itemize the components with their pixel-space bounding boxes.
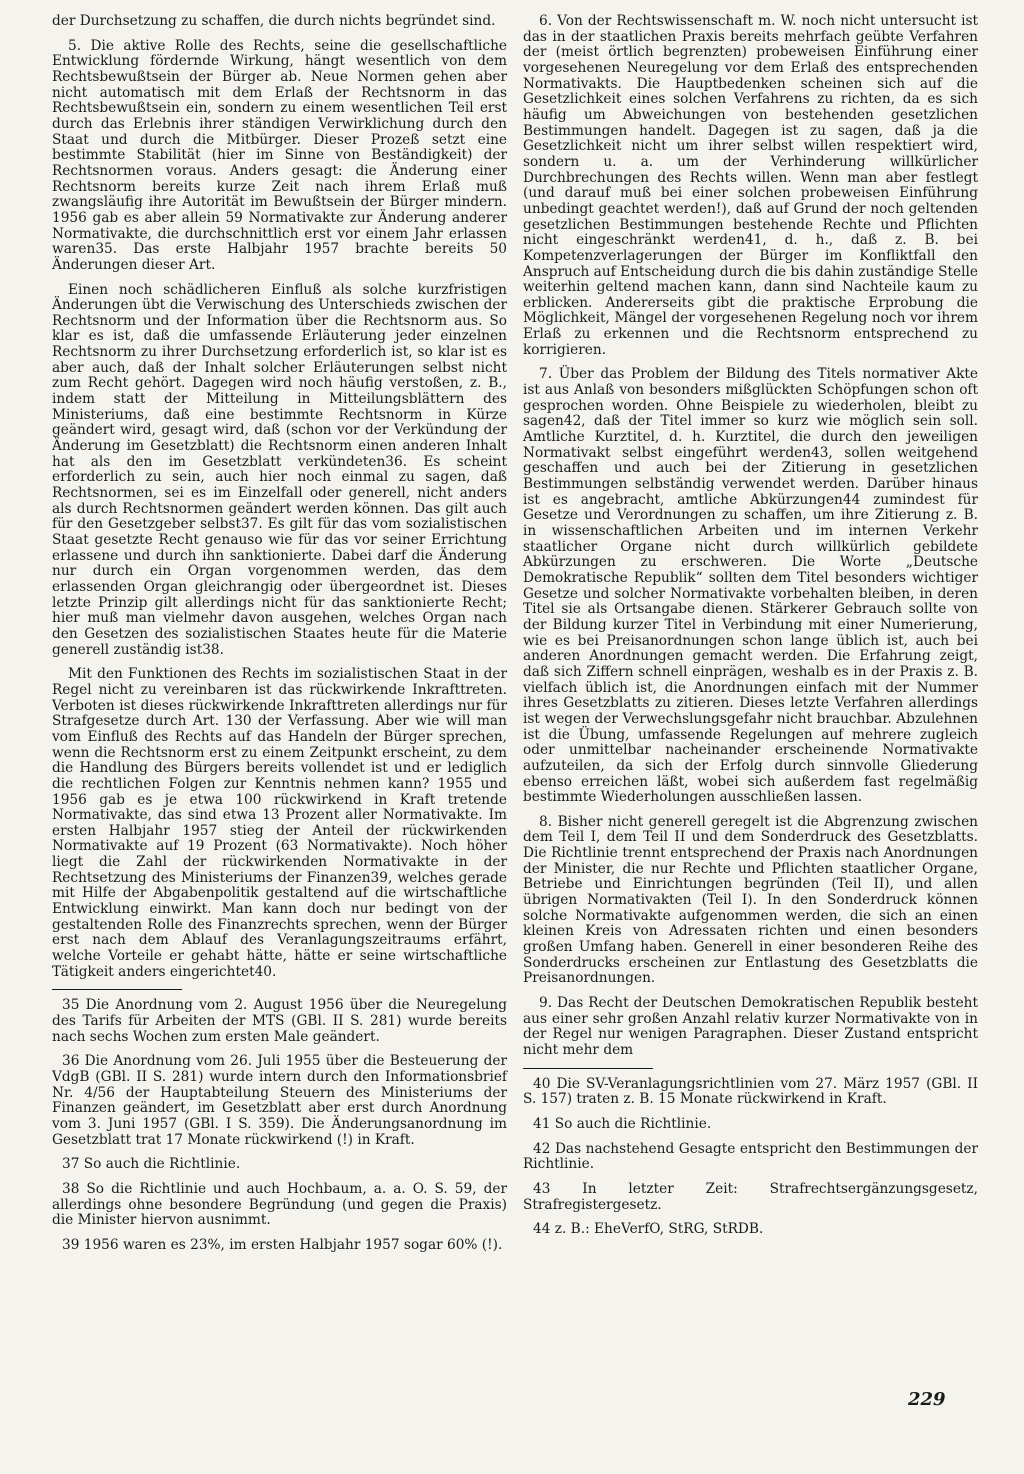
footnote-divider	[52, 989, 182, 990]
footnote-35: 35 Die Anordnung vom 2. August 1956 über die Neuregelung des Tarifs für Arbeiten der MTS (GBl. II S. 281) wurde bereits nach sechs Wochen zum ersten Male geändert.	[52, 997, 507, 1045]
paragraph-9: 9. Das Recht der Deutschen Demokratischen Republik besteht aus einer sehr großen Anzahl relativ kurzer Normativakte von in der Regel nur wenigen Paragraphen. Dieser Zustand entspricht nicht mehr dem	[523, 995, 978, 1058]
footnote-42: 42 Das nachstehend Gesagte entspricht den Bestimmungen der Richtlinie.	[523, 1140, 978, 1173]
right-column	[523, 14, 978, 1247]
footnote-44: 44 z. B.: EheVerfO, StRG, StRDB.	[533, 1221, 764, 1238]
paragraph-7: 7. Über das Problem der Bildung des Titels normativer Akte ist aus Anlaß von besonders mißglückten Schöpfungen schon oft gesprochen worden. Ohne Beispiele zu wiederholen, bleibt zu sagen42, daß der Titel immer so kurz wie möglich sein soll. Amtliche Kurztitel, d. h. Kurztitel, die durch den jeweiligen Normativakt selbst eingeführt werden43, sollen weitgehend geschaffen und auch bei der Zitierung in gesetzlichen Bestimmungen selbständig verwendet werden. Darüber hinaus ist es angebracht, amtliche Abkürzungen44 zumindest für Gesetze und Verordnungen zu schaffen, um ihre Zitierung z. B. in wissenschaftlichen Arbeiten und im internen Verkehr staatlicher Organe nicht durch willkürlich gebildete Abkürzungen zu erschweren. Die Worte „Deutsche Demokratische Republik“ sollten dem Titel besonders wichtiger Gesetze und solcher Normativakte vorbehalten bleiben, in deren Titel sie als Ortsangabe dienen. Stärkerer Gebrauch sollte von der Bildung kurzer Titel in Verbindung mit einer Numerierung, wie es bei Preisanordnungen schon lange üblich ist, auch bei anderen Anordnungen gemacht werden. Die Erfahrung zeigt, daß sich Ziffern schnell einprägen, weshalb es in der Praxis z. B. vielfach üblich ist, die Anordnungen einfach mit der Nummer ihres Gesetzblatts zu zitieren. Dieses letzte Verfahren allerdings ist wegen der Verwechslungsgefahr nicht brauchbar. Abzulehnen ist die Übung, umfassende Regelungen auf mehrere zugleich oder unmittelbar nacheinander erscheinende Normativakte aufzuteilen, da sich der Erfolg durch sinnvolle Gliederung ebenso erreichen läßt, wobei sich außerdem fast regelmäßig bestimmte Wiederholungen ausschließen lassen.	[523, 366, 978, 806]
footnote-divider	[523, 1068, 653, 1069]
left-column	[52, 14, 507, 1263]
footnote-36: 36 Die Anordnung vom 26. Juli 1955 über die Besteuerung der VdgB (GBl. II S. 281) wurde intern durch den Informationsbrief Nr. 4/56 der Hauptabteilung Steuern des Ministeriums der Finanzen geändert, im Gesetzblatt aber erst durch Anordnung vom 3. Juni 1957 (GBl. I S. 359). Die Änderungsanordnung im Gesetzblatt trat 17 Monate rückwirkend (!) in Kraft.	[52, 1053, 507, 1148]
paragraph-5: 5. Die aktive Rolle des Rechts, seine die gesellschaftliche Entwicklung fördernde Wirkung, hängt wesentlich von dem Rechtsbewußtsein der Bürger ab. Neue Normen gehen aber nicht automatisch mit dem Erlaß der Rechtsnorm in das Rechtsbewußtsein ein, sondern zu einem wesentlichen Teil erst durch das Erlebnis ihrer ständigen Verwirklichung durch den Staat und durch die Mitbürger. Dieser Prozeß setzt eine bestimmte Stabilität (hier im Sinne von Beständigkeit) der Rechtsnormen voraus. Anders gesagt: die Änderung einer Rechtsnorm bereits kurze Zeit nach ihrem Erlaß muß zwangsläufig ihre Autorität im Bewußtsein der Bürger mindern. 1956 gab es aber allein 59 Normativakte zur Änderung anderer Normativakte, die durchschnittlich erst vor einem Jahr erlassen waren35. Das erste Halbjahr 1957 brachte bereits 50 Änderungen dieser Art.	[52, 37, 507, 273]
page-number: 229	[908, 1389, 946, 1410]
paragraph-8: 8. Bisher nicht generell geregelt ist die Abgrenzung zwischen dem Teil I, dem Teil II und dem Sonderdruck des Gesetzblatts. Die Richtlinie trennt entsprechend der Praxis nach Anordnungen der Minister, die nur Rechte und Pflichten staatlicher Organe, Betriebe und Einrichtungen begründen (Teil II), und allen übrigen Normativakten (Teil I). In den Sonderdruck können solche Normativakte aufgenommen werden, die sich an einen kleinen Kreis von Adressaten richten und einen besonders großen Umfang haben. Generell in einer besonderen Reihe des Sonderdrucks erscheinen zur Entlastung des Gesetzblatts die Preisanordnungen.	[523, 813, 978, 987]
paragraph-continuation: der Durchsetzung zu schaffen, die durch nichts begründet sind.	[52, 13, 496, 29]
footnote-43: 43 In letzter Zeit: Strafrechtsergänzungsgesetz, Strafregistergesetz.	[523, 1180, 978, 1213]
footnote-39: 39 1956 waren es 23%, im ersten Halbjahr 1957 sogar 60% (!).	[62, 1236, 503, 1253]
footnote-40: 40 Die SV-Veranlagungsrichtlinien vom 27. März 1957 (GBl. II S. 157) traten z. B. 15 Monate rückwirkend in Kraft.	[523, 1075, 978, 1108]
footnote-41: 41 So auch die Richtlinie.	[533, 1115, 712, 1132]
footnote-37: 37 So auch die Richtlinie.	[62, 1156, 241, 1173]
paragraph-retroactive: Mit den Funktionen des Rechts im sozialistischen Staat in der Regel nicht zu vereinbaren ist das rückwirkende Inkrafttreten. Verboten ist dieses rückwirkende Inkrafttreten allerdings nur für Strafgesetze durch Art. 130 der Verfassung. Aber wie will man vom Einfluß des Rechts auf das Handeln der Bürger sprechen, wenn die Rechtsnorm erst zu einem Zeitpunkt erscheint, zu dem die Handlung des Bürgers bereits vollendet ist und er lediglich die rechtlichen Folgen zur Kenntnis nehmen kann? 1955 und 1956 gab es je etwa 100 rückwirkend in Kraft tretende Normativakte, das sind etwa 13 Prozent aller Normativakte. Im ersten Halbjahr 1957 stieg der Anteil der rückwirkenden Normativakte auf 19 Prozent (63 Normativakte). Noch höher liegt die Zahl der rückwirkenden Normativakte in der Rechtsetzung des Ministeriums der Finanzen39, welches gerade mit Hilfe der Abgabenpolitik gestaltend auf die wirtschaftliche Entwicklung einwirkt. Man kann doch nur bedingt von der gestaltenden Rolle des Finanzrechts sprechen, wenn der Bürger erst nach dem Ablauf des Veranlagungszeitraums erfährt, welche Vorteile er gehabt hätte, hätte er seine wirtschaftliche Tätigkeit anders eingerichtet40.	[52, 666, 507, 980]
paragraph-information: Einen noch schädlicheren Einfluß als solche kurzfristigen Änderungen übt die Verwischung des Unterschieds zwischen der Rechtsnorm und der Information über die Rechtsnorm aus. So klar es ist, daß die umfassende Erläuterung jeder einzelnen Rechtsnorm zu ihrer Durchsetzung erforderlich ist, so klar ist es aber auch, daß der Inhalt solcher Erläuterungen selbst nicht zum Recht gehört. Dagegen wird noch häufig verstoßen, z. B., indem statt der Mitteilung in Mitteilungsblättern des Ministeriums, daß eine bestimmte Rechtsnorm in Kürze geändert wird, gesagt wird, daß (schon vor der Verkündung der Änderung im Gesetzblatt) die Rechtsnorm einen anderen Inhalt hat als den im Gesetzblatt verkündeten36. Es scheint erforderlich zu sein, auch hier noch einmal zu sagen, daß Rechtsnormen, sei es im Einzelfall oder generell, nicht anders als durch Rechtsnormen geändert werden können. Das gilt auch für den Gesetzgeber selbst37. Es gilt für das vom sozialistischen Staat gesetzte Recht genauso wie für das vor seiner Errichtung erlassene und durch ihn sanktionierte. Dabei darf die Änderung nur durch ein Organ vorgenommen werden, das dem erlassenden Organ gleichrangig oder übergeordnet ist. Dieses letzte Prinzip gilt allerdings nicht für das sanktionierte Recht; hier muß man vielmehr davon ausgehen, welches Organ nach den Gesetzen des sozialistischen Staates heute für die Materie generell zuständig ist38.	[52, 281, 507, 658]
footnote-38: 38 So die Richtlinie und auch Hochbaum, a. a. O. S. 59, der allerdings ohne besondere Begründung (und gegen die Praxis) die Minister hiervon ausnimmt.	[52, 1180, 507, 1229]
paragraph-6: 6. Von der Rechtswissenschaft m. W. noch nicht untersucht ist das in der staatlichen Praxis bereits mehrfach geübte Verfahren der (meist örtlich begrenzten) probeweisen Einführung einer vorgesehenen Neuregelung vor dem Erlaß des entsprechenden Normativakts. Die Hauptbedenken scheinen sich auf die Gesetzlichkeit eines solchen Verfahrens zu richten, da es sich häufig um Abweichungen von bestehenden gesetzlichen Bestimmungen handelt. Dagegen ist zu sagen, daß ja die Gesetzlichkeit nicht um ihrer selbst willen respektiert wird, sondern u. a. um der Verhinderung willkürlicher Durchbrechungen des Rechts willen. Wenn man aber festlegt (und darauf muß bei einer solchen probeweisen Einführung unbedingt geachtet werden!), daß auf Grund der noch geltenden gesetzlichen Bestimmungen bestehende Rechte und Pflichten nicht eingeschränkt werden41, d. h., daß z. B. bei Kompetenzverlagerungen der Bürger im Konfliktfall den Anspruch auf Entscheidung durch die bis dahin zuständige Stelle weiterhin geltend machen kann, dann sind Nachteile kaum zu erblicken. Andererseits gibt die praktische Erprobung die Möglichkeit, Mängel der vorgesehenen Regelung noch vor ihrem Erlaß zu erkennen und die Rechtsnorm entsprechend zu korrigieren.	[523, 13, 978, 358]
